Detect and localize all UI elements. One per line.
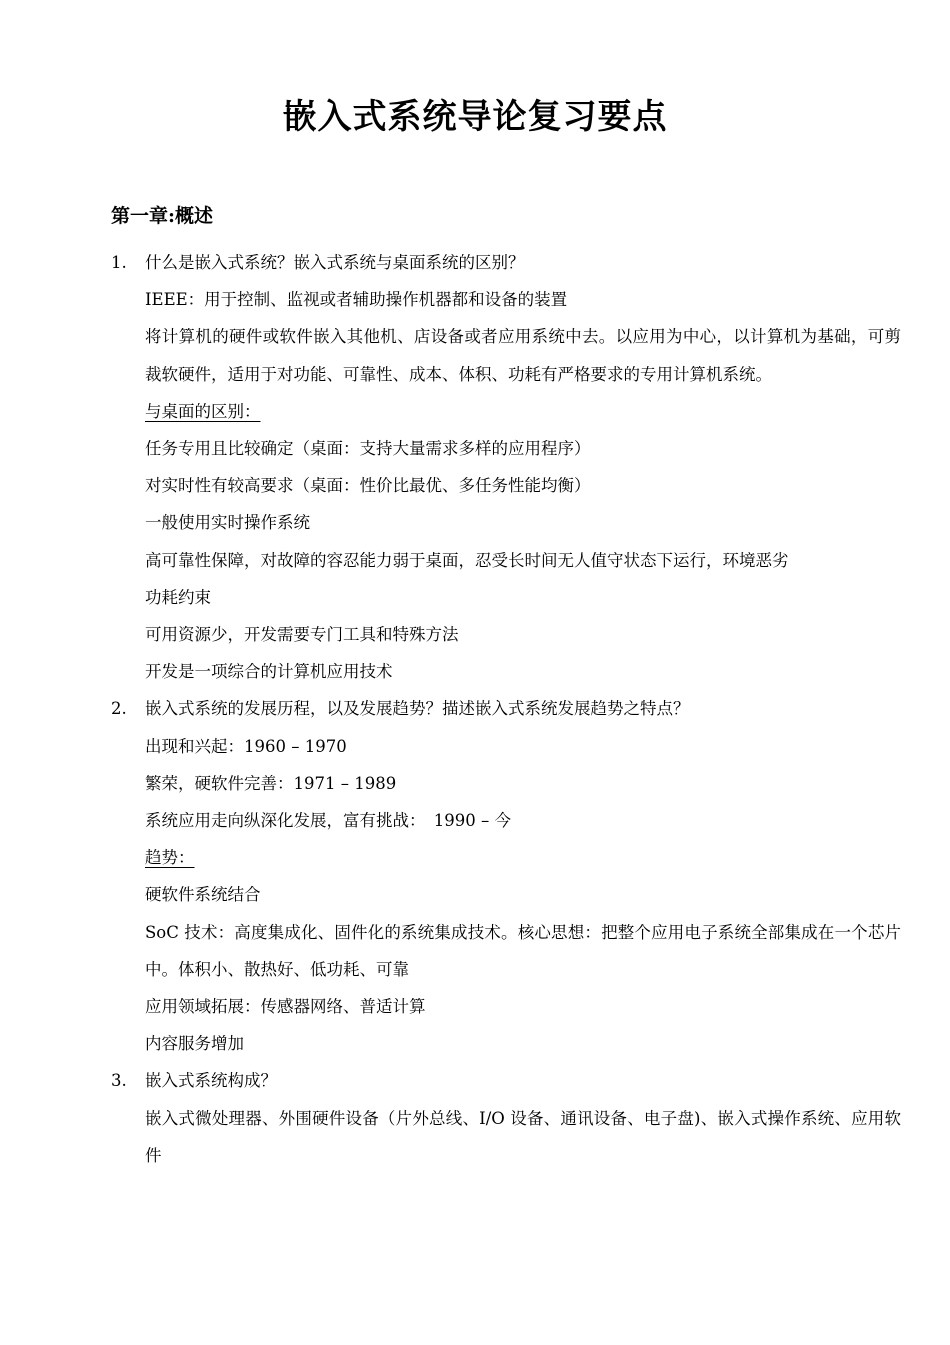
answer-line: IEEE：用于控制、监视或者辅助操作机器都和设备的装置 [145, 290, 568, 310]
answer-line: 任务专用且比较确定（桌面：支持大量需求多样的应用程序） [145, 439, 591, 459]
question-text: 什么是嵌入式系统？嵌入式系统与桌面系统的区别？ [145, 253, 525, 272]
question-text: 嵌入式系统的发展历程，以及发展趋势？描述嵌入式系统发展趋势之特点？ [145, 699, 690, 719]
answer-line: 应用领域拓展：传感器网络、普适计算 [145, 997, 426, 1017]
document-body [111, 244, 901, 1174]
list-item [111, 244, 901, 690]
answer-paragraph: 将计算机的硬件或软件嵌入其他机、店设备或者应用系统中去。以应用为中心，以计算机为基础，可剪裁软硬件，适用于对功能、可靠性、成本、体积、功耗有严格要求的专用计算机系统。 [145, 327, 901, 384]
chapter-heading: 第一章:概述 [111, 205, 214, 227]
answer-line: 可用资源少，开发需要专门工具和特殊方法 [145, 625, 459, 645]
answer-line: 一般使用实时操作系统 [145, 513, 310, 533]
answer-paragraph: 嵌入式微处理器、外围硬件设备（片外总线、I/O 设备、通讯设备、电子盘)、嵌入式操作系统、应用软件 [145, 1108, 901, 1165]
answer-line: 硬软件系统结合 [145, 885, 261, 905]
answer-line-wrap [111, 393, 901, 430]
answer-line: 高可靠性保障，对故障的容忍能力弱于桌面，忍受长时间无人值守状态下运行，环境恶劣 [145, 550, 789, 570]
subheading-underlined: 与桌面的区别： [145, 401, 261, 421]
question [111, 690, 901, 727]
item-number: 3. [111, 1071, 127, 1091]
answer-line: 系统应用走向纵深化发展，富有挑战： 1990 – 今 [145, 811, 511, 831]
answer-line: 对实时性有较高要求（桌面：性价比最优、多任务性能均衡） [145, 476, 591, 496]
answer-paragraph: SoC 技术：高度集成化、固件化的系统集成技术。核心思想：把整个应用电子系统全部集成在一个芯片中。体积小、散热好、低功耗、可靠 [145, 922, 901, 979]
list-item [111, 690, 901, 1062]
document-title: 嵌入式系统导论复习要点 [282, 97, 668, 137]
question-text: 嵌入式系统构成？ [145, 1071, 277, 1091]
answer-line: 功耗约束 [145, 587, 211, 607]
list-item [111, 1062, 901, 1174]
answer-line: 出现和兴起：1960 – 1970 [145, 736, 347, 756]
question [111, 244, 901, 281]
subheading-underlined: 趋势： [145, 848, 195, 868]
answer-line-wrap [111, 839, 901, 876]
answer-line: 开发是一项综合的计算机应用技术 [145, 662, 393, 682]
question [111, 1062, 901, 1099]
item-number: 1. [111, 253, 127, 272]
item-number: 2. [111, 699, 127, 719]
answer-line: 繁荣，硬软件完善：1971 – 1989 [145, 773, 397, 793]
answer-line: 内容服务增加 [145, 1034, 244, 1054]
